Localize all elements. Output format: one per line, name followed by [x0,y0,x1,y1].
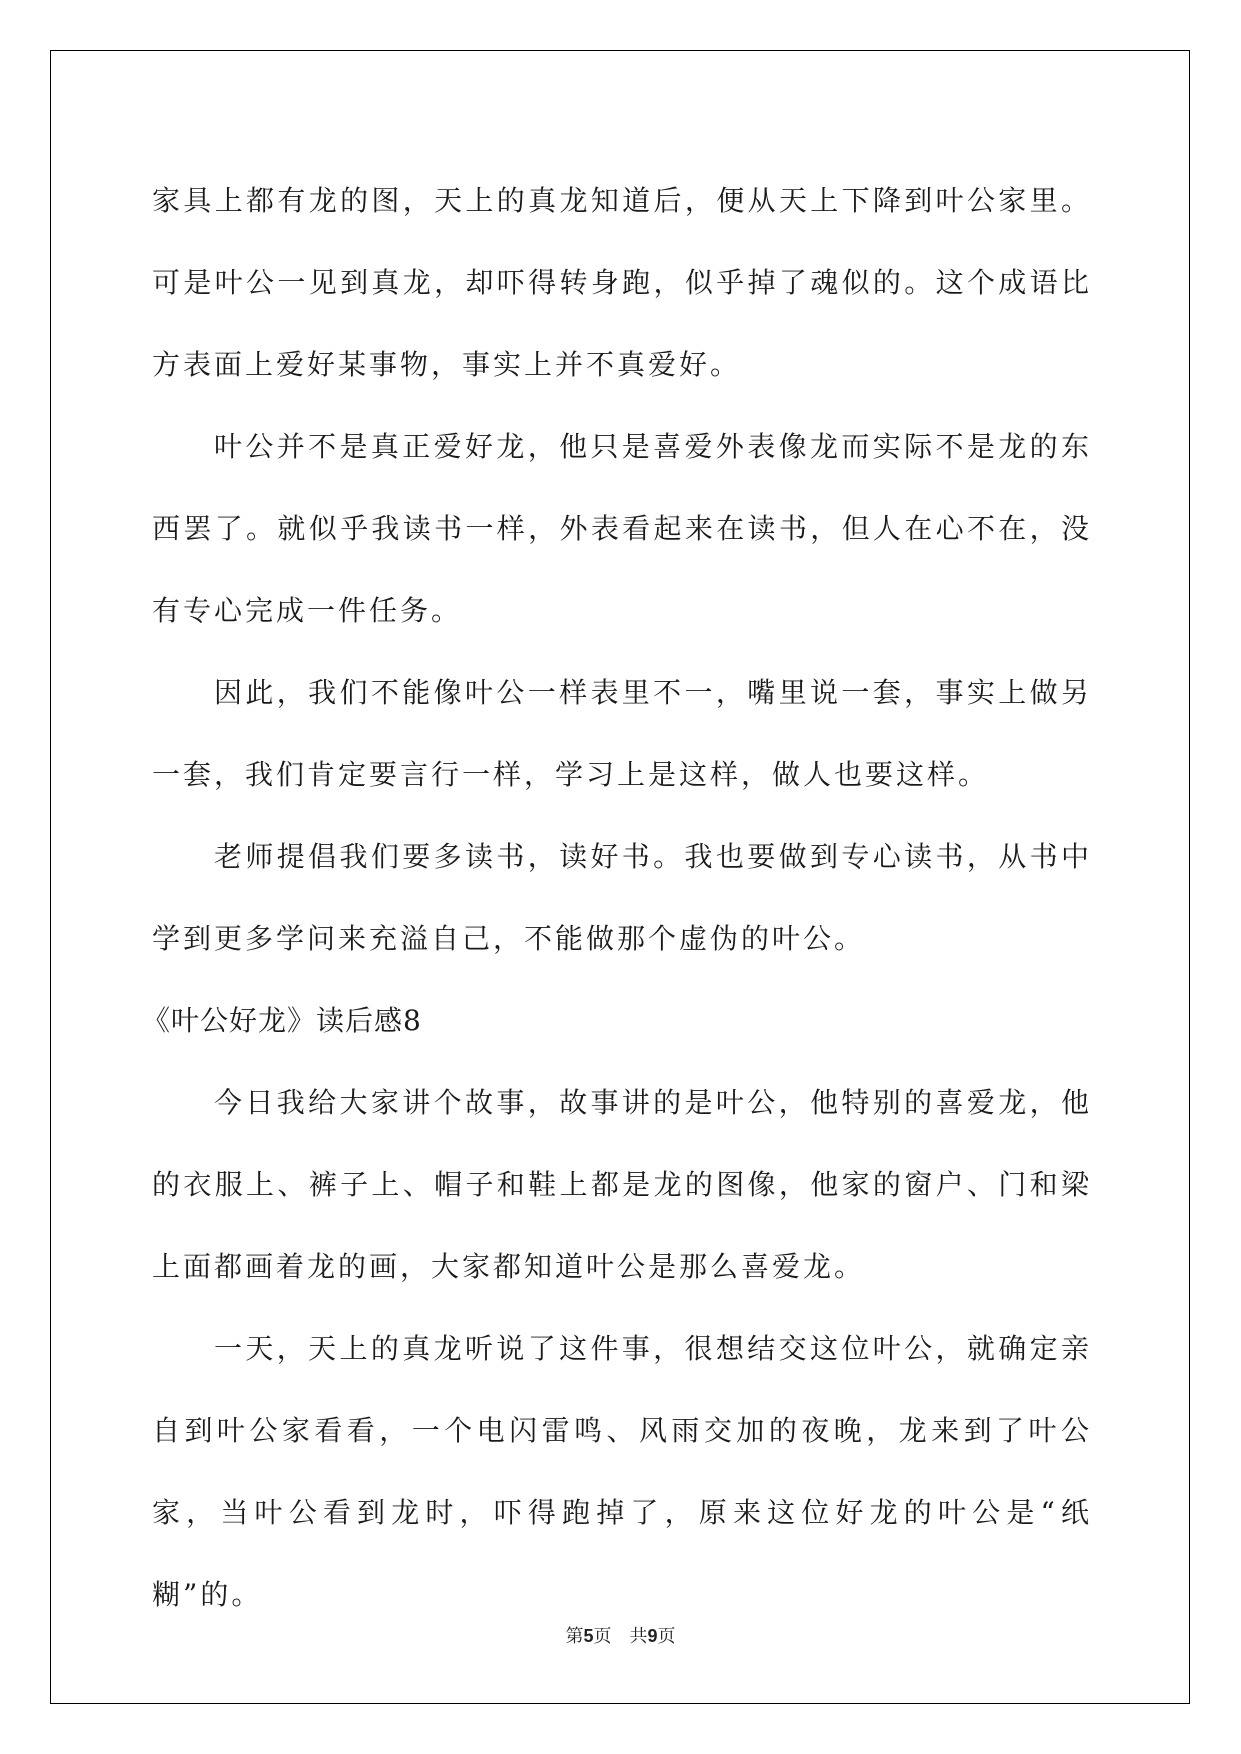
paragraph-5: 今日我给大家讲个故事，故事讲的是叶公，他特别的喜爱龙，他的衣服上、裤子上、帽子和鞋上都是龙的图像，他家的窗户、门和梁上面都画着龙的画，大家都知道叶公是那么喜爱龙。 [152,1086,1092,1283]
paragraph-3: 因此，我们不能像叶公一样表里不一，嘴里说一套，事实上做另一套，我们肯定要言行一样，学习上是这样，做人也要这样。 [152,676,1092,791]
paragraph-6: 一天，天上的真龙听说了这件事，很想结交这位叶公，就确定亲自到叶公家看看，一个电闪雷鸣、风雨交加的夜晚，龙来到了叶公家，当叶公看到龙时，吓得跑掉了，原来这位好龙的叶公是“纸糊”的。 [152,1332,1092,1611]
paragraph-1: 家具上都有龙的图，天上的真龙知道后，便从天上下降到叶公家里。可是叶公一见到真龙，却吓得转身跑，似乎掉了魂似的。这个成语比方表面上爱好某事物，事实上并不真爱好。 [152,184,1092,381]
page-prefix: 第 [565,1626,584,1647]
section-heading: 《叶公好龙》读后感8 [142,1004,422,1037]
total-prefix: 共 [629,1626,648,1647]
paragraph-4: 老师提倡我们要多读书，读好书。我也要做到专心读书，从书中学到更多学问来充溢自己，不能做那个虚伪的叶公。 [152,840,1092,955]
document-body [142,160,1092,1636]
total-page-count: 9 [647,1626,658,1646]
page-suffix: 页 [593,1626,612,1647]
total-suffix: 页 [657,1626,676,1647]
paragraph-2: 叶公并不是真正爱好龙，他只是喜爱外表像龙而实际不是龙的东西罢了。就似乎我读书一样，外表看起来在读书，但人在心不在，没有专心完成一件任务。 [152,430,1092,627]
current-page-number: 5 [583,1626,594,1646]
page-footer [0,1622,1241,1648]
